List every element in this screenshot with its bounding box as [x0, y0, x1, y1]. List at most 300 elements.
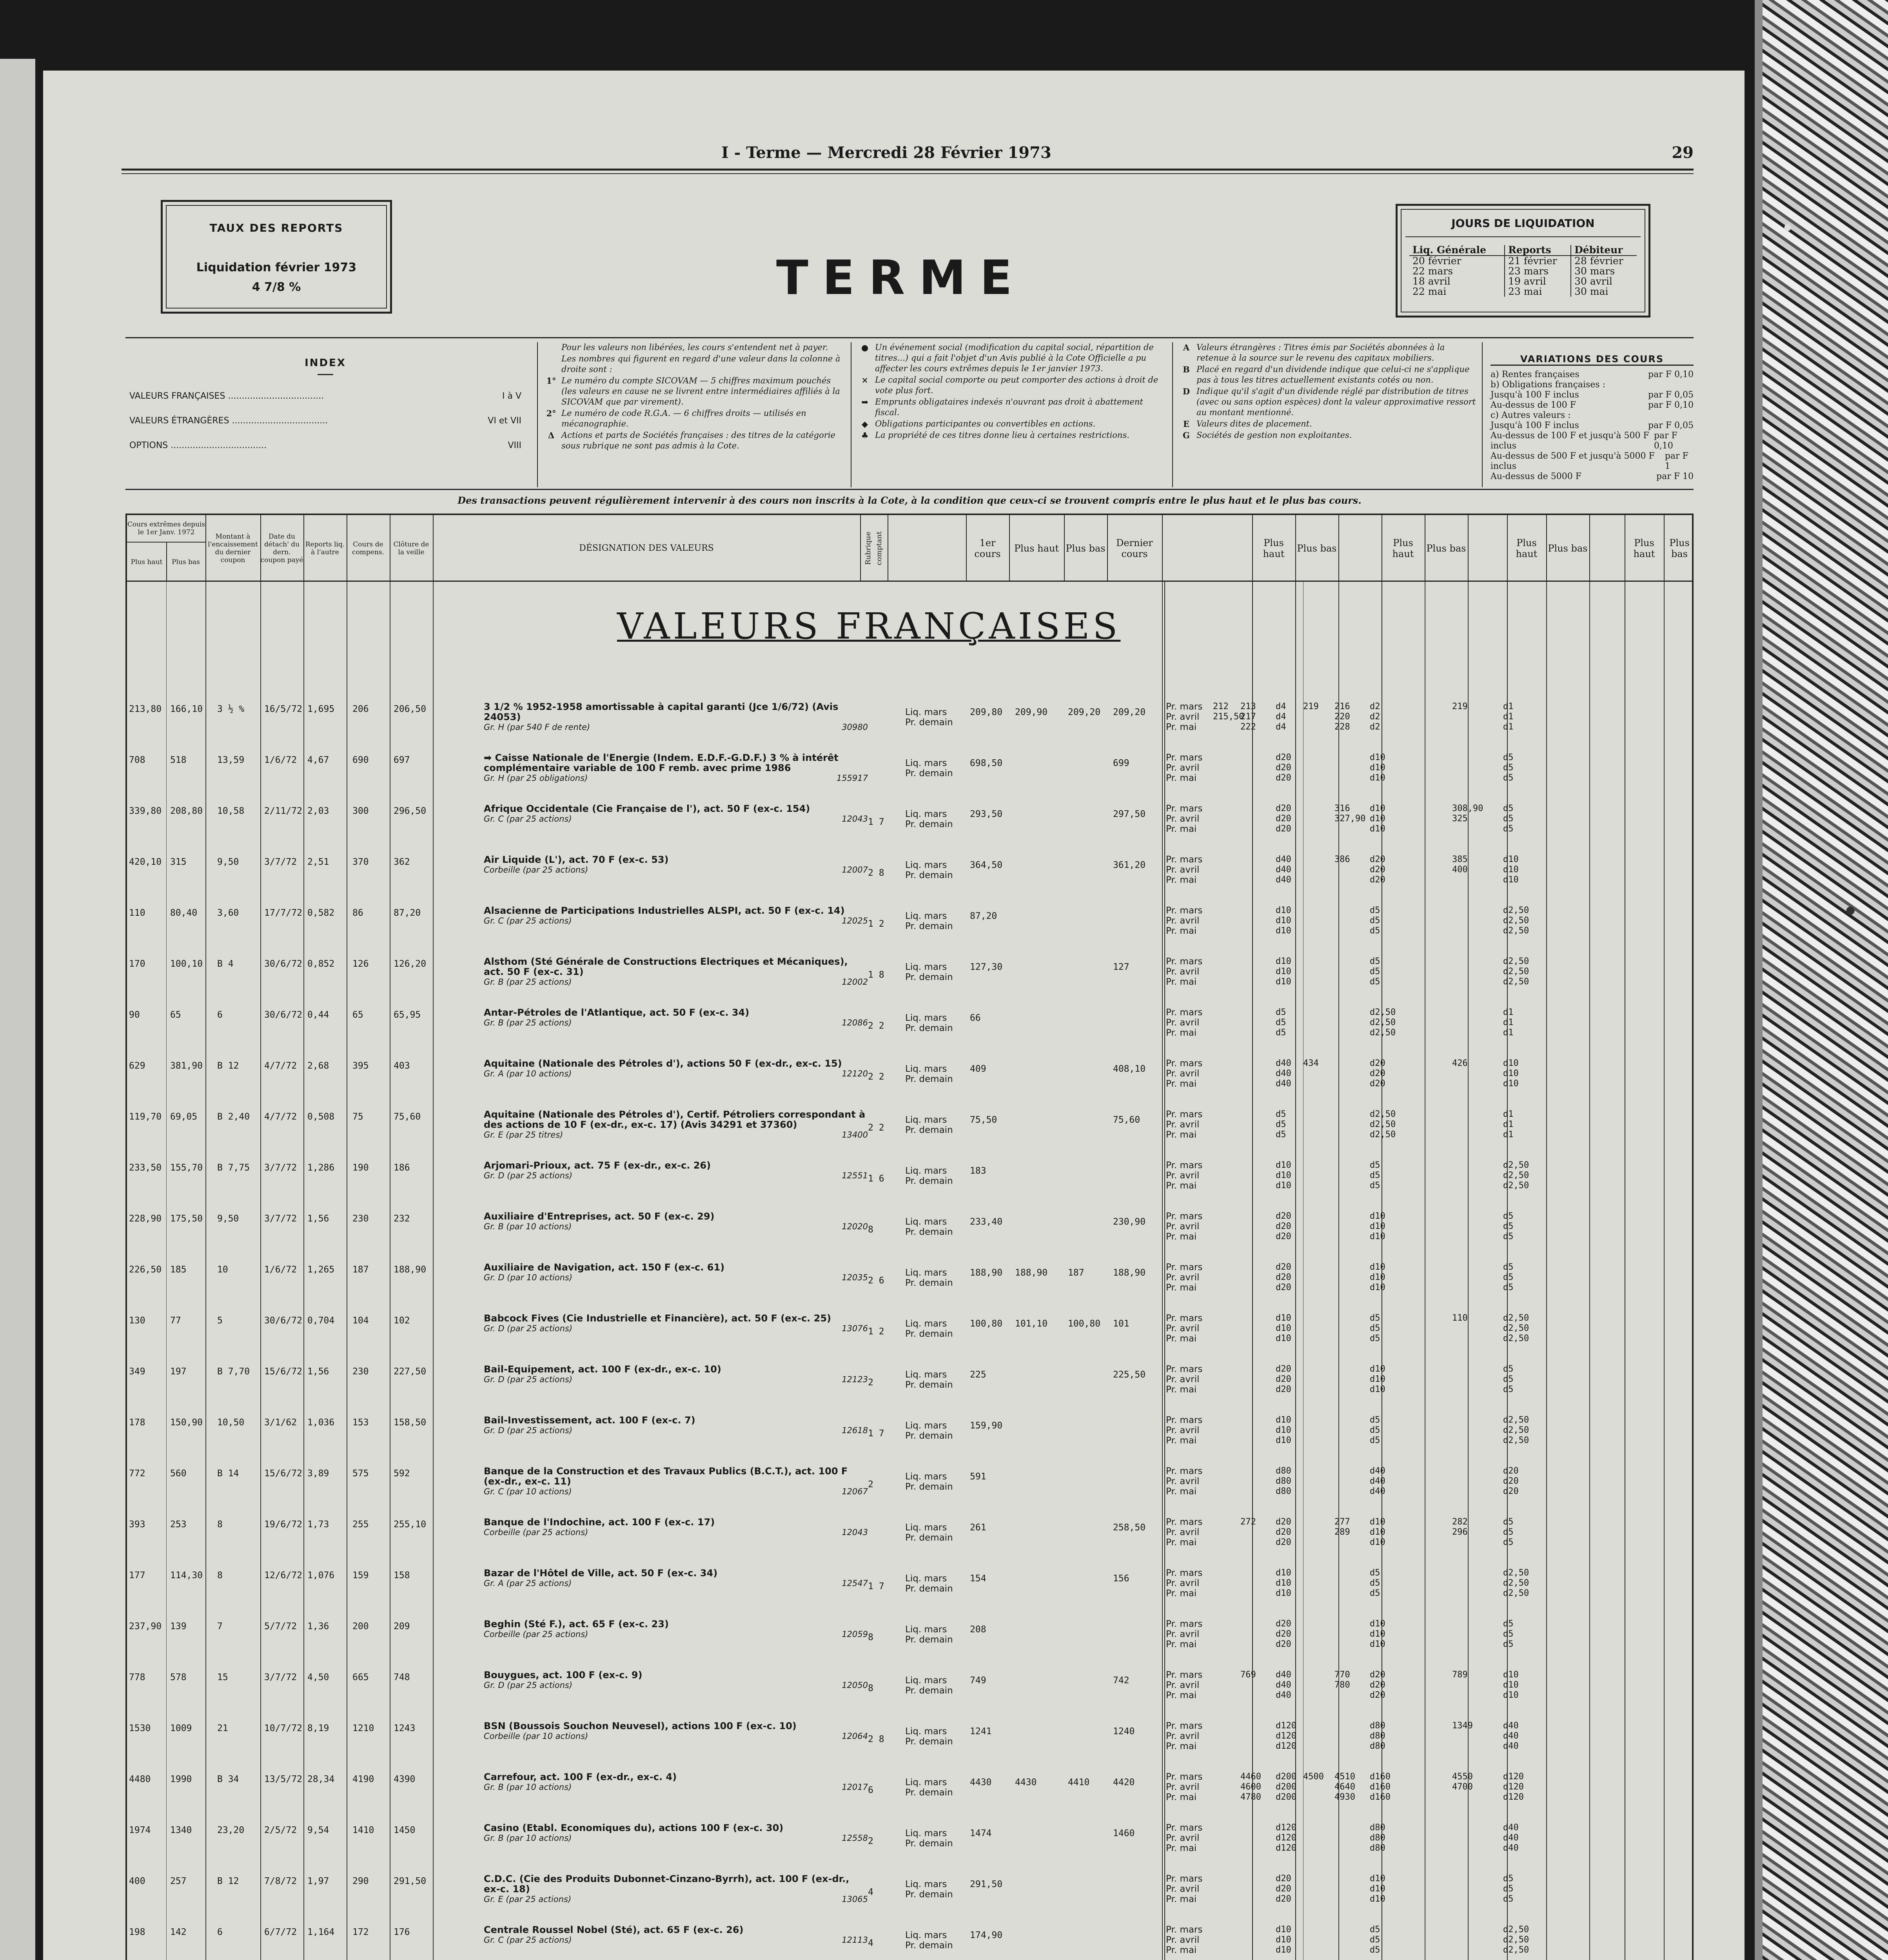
- note-text: Placé en regard d'un dividende indique que celui-ci ne s'applique pas à tous les titres actuellement existants cotés ou non.: [1196, 365, 1470, 385]
- liq-label: Liq. mars: [905, 911, 947, 921]
- security-name: BSN (Boussois Souchon Neuvesel), actions 100 F (ex-c. 10): [484, 1720, 797, 1731]
- cell-mt: B 4: [217, 959, 234, 969]
- cell-ph: 177: [129, 1570, 145, 1581]
- report-value: d80: [1370, 1741, 1385, 1751]
- report-label: Pr. avril: [1166, 712, 1200, 722]
- report-value: d80: [1276, 1476, 1291, 1486]
- note-text: Un événement social (modification du capital social, répartition de titres...) qui a fait l'objet d'un Avis publié à la Cote Officielle a pu affecter les cours extrêmes depuis le 1er janvier 1973.: [875, 343, 1154, 373]
- report-value: d40: [1276, 1680, 1291, 1690]
- report-value: d10: [1370, 1619, 1385, 1629]
- report-label: Pr. mars: [1166, 1721, 1203, 1731]
- cell-cc: 1410: [352, 1825, 374, 1835]
- report-value: d40: [1370, 1476, 1385, 1486]
- report-value: d80: [1370, 1721, 1385, 1731]
- report-values-g: [1370, 1058, 1385, 1089]
- body-column-divider: [260, 582, 261, 1960]
- cell-pb: 253: [170, 1519, 187, 1530]
- variation-value: par F 0,10: [1648, 400, 1694, 410]
- note-symbol: A: [1183, 343, 1190, 352]
- variation-value: par F 0,10: [1648, 370, 1694, 379]
- cell-mt: 15: [217, 1672, 228, 1682]
- cell-c1: 4430: [970, 1777, 992, 1788]
- cell-dt: 6/7/72: [264, 1927, 297, 1937]
- report-labels: [1166, 1211, 1202, 1242]
- report-value: d160: [1370, 1772, 1391, 1782]
- liq-label: Liq. mars: [905, 1879, 947, 1889]
- report-values-a: [1213, 702, 1244, 722]
- index-item: [129, 416, 521, 426]
- report-value: d10: [1370, 763, 1385, 773]
- report-value: d40: [1503, 1823, 1519, 1833]
- report-value: d2,50: [1370, 1007, 1396, 1017]
- table-header-cell: Plus bas: [1426, 543, 1466, 554]
- security-group: [484, 1833, 868, 1843]
- security-group: [484, 1578, 868, 1588]
- security-group-text: Corbeille (par 25 actions): [484, 865, 588, 875]
- cell-ph: 708: [129, 755, 145, 765]
- security-group-text: Gr. H (par 25 obligations): [484, 773, 588, 783]
- main-title: TERME: [776, 251, 1026, 305]
- security-name: Bouygues, act. 100 F (ex-c. 9): [484, 1670, 643, 1681]
- security-name: Banque de l'Indochine, act. 100 F (ex-c. 17): [484, 1517, 715, 1528]
- security-group-text: Gr. D (par 25 actions): [484, 1171, 573, 1180]
- cell-dt: 16/5/72: [264, 704, 302, 714]
- security-group: [484, 977, 868, 987]
- index-item-label: VALEURS FRANÇAISES ...................................: [129, 391, 324, 401]
- report-value: d2,50: [1503, 1425, 1529, 1435]
- report-labels: [1166, 702, 1202, 732]
- column-divider: [966, 515, 967, 582]
- report-values-d: [1276, 1772, 1296, 1802]
- note-line: [859, 342, 1168, 374]
- note-line: [1181, 419, 1478, 429]
- table-header-cell: [1338, 515, 1382, 582]
- liq-label: Pr. demain: [905, 1329, 953, 1339]
- cell-rep: 1,695: [307, 704, 335, 714]
- variation-value: par F 10: [1656, 472, 1694, 481]
- security-name: Arjomari-Prioux, act. 75 F (ex-dr., ex-c. 26): [484, 1160, 711, 1171]
- cell-cl: 87,20: [394, 908, 421, 918]
- cell-cl: 592: [394, 1468, 410, 1479]
- liquidation-labels: [905, 1013, 953, 1033]
- security-group: [484, 1130, 868, 1140]
- cell-c1: 66: [970, 1013, 981, 1023]
- report-value: d5: [1370, 906, 1380, 915]
- report-label: Pr. avril: [1166, 1731, 1200, 1741]
- cell-ph: 4480: [129, 1774, 151, 1784]
- report-values-g: [1370, 1772, 1391, 1802]
- report-labels: [1166, 1364, 1202, 1395]
- jours-row: [1409, 256, 1637, 266]
- cell-c1: 127,30: [970, 962, 1003, 972]
- notes-col-2: [851, 342, 1168, 487]
- table-header-cell: Plus haut: [1516, 537, 1538, 559]
- security-group: [484, 1171, 868, 1181]
- cell-pb: 381,90: [170, 1061, 203, 1071]
- cell-cc: 187: [352, 1265, 369, 1275]
- note-symbol: E: [1183, 419, 1189, 429]
- report-values-d: [1276, 1619, 1291, 1650]
- report-value: d2,50: [1503, 1945, 1529, 1955]
- report-values-d: [1276, 906, 1291, 936]
- note-symbol: D: [1182, 387, 1190, 396]
- cell-rubrique: 4: [868, 1938, 873, 1948]
- cell-rep: 0,44: [307, 1010, 329, 1020]
- report-value: d10: [1276, 1160, 1291, 1170]
- table-header-cell: [1162, 515, 1252, 582]
- cell-mt: B 12: [217, 1876, 239, 1886]
- table-header-cell: Plus bas: [1548, 543, 1588, 554]
- liquidation-labels: [905, 1930, 953, 1951]
- variation-line: [1490, 472, 1694, 482]
- variation-label: Au-dessus de 100 F: [1490, 400, 1576, 410]
- security-group-text: Gr. D (par 25 actions): [484, 1375, 573, 1384]
- report-value: d2,50: [1503, 906, 1529, 915]
- note-text: Le numéro du compte SICOVAM — 5 chiffres maximum pouchés (les valeurs en cause ne se livrent entre intermédiaires affiliés à la SICOVAM que par virement).: [561, 376, 840, 407]
- cell-mt: 21: [217, 1723, 228, 1733]
- report-value: d10: [1370, 824, 1385, 834]
- report-value: d2,50: [1503, 1313, 1529, 1323]
- cell-rubrique: 2: [868, 1377, 873, 1388]
- liq-label: Liq. mars: [905, 1472, 947, 1482]
- report-value: d10: [1370, 1629, 1385, 1639]
- security-code: 12558: [842, 1833, 868, 1843]
- report-value: d2,50: [1503, 926, 1529, 936]
- variation-value: par F 1: [1665, 451, 1688, 471]
- note-symbol: ×: [861, 375, 868, 385]
- security-group-text: Gr. C (par 25 actions): [484, 814, 572, 824]
- liquidation-labels: [905, 1319, 953, 1339]
- liq-label: Liq. mars: [905, 707, 947, 717]
- report-values-d: [1276, 1721, 1296, 1751]
- report-values-g: [1370, 1109, 1396, 1140]
- report-value: 385: [1452, 855, 1468, 864]
- cell-rep: 1,036: [307, 1417, 335, 1428]
- index-item-pages: VI et VII: [488, 416, 521, 426]
- report-value: d10: [1276, 1436, 1291, 1445]
- cell-ph: 237,90: [129, 1621, 162, 1632]
- cell-cc: 395: [352, 1061, 369, 1071]
- table-header-cell: Reports liq. à l'autre: [305, 541, 345, 556]
- cell-rep: 1,73: [307, 1519, 329, 1530]
- jours-cell: 30 avril: [1571, 276, 1637, 287]
- variation-label: Au-dessus de 500 F et jusqu'à 5000 F inclus: [1490, 451, 1655, 471]
- report-value: d120: [1276, 1721, 1296, 1731]
- note-line: [1181, 342, 1478, 363]
- report-value: d2,50: [1370, 1028, 1396, 1038]
- report-value: d2,50: [1503, 1935, 1529, 1945]
- index-item-label: OPTIONS ...................................: [129, 441, 267, 450]
- header-extremes: Cours extrêmes depuis le 1er Janv. 1972: [127, 515, 205, 543]
- table-row: [127, 1413, 1692, 1464]
- index-item: [129, 391, 521, 401]
- report-value: d10: [1503, 1079, 1519, 1089]
- cell-dt: 1/6/72: [264, 1265, 297, 1275]
- report-values-g: [1370, 1160, 1380, 1191]
- note-symbol: [546, 354, 557, 375]
- cell-pb: 578: [170, 1672, 187, 1682]
- body-double-divider: [1164, 582, 1165, 1960]
- designation: [484, 753, 868, 783]
- cell-lo: 209,20: [1068, 707, 1101, 717]
- table-row: [127, 1260, 1692, 1311]
- liquidation-labels: [905, 707, 953, 728]
- liq-label: Pr. demain: [905, 819, 953, 829]
- security-code: 12007: [842, 865, 868, 875]
- jours-cell: 22 mars: [1412, 265, 1453, 277]
- report-value: 4460: [1240, 1772, 1261, 1782]
- cell-dt: 30/6/72: [264, 1316, 302, 1326]
- variation-label: Jusqu'à 100 F inclus: [1490, 390, 1579, 400]
- report-label: Pr. avril: [1166, 1833, 1200, 1843]
- report-value: d80: [1276, 1486, 1291, 1496]
- report-value: d4: [1276, 712, 1286, 722]
- report-label: Pr. mars: [1166, 1262, 1203, 1272]
- liq-label: Liq. mars: [905, 1421, 947, 1431]
- cell-pb: 560: [170, 1468, 187, 1479]
- report-value: d20: [1503, 1466, 1519, 1476]
- report-value: d80: [1276, 1466, 1291, 1476]
- cell-ph: 198: [129, 1927, 145, 1937]
- cell-last: 297,50: [1113, 809, 1146, 819]
- cell-cl: 102: [394, 1316, 410, 1326]
- cell-c1: 159,90: [970, 1421, 1003, 1431]
- report-values-d: [1276, 1466, 1291, 1497]
- report-values-d: [1276, 1364, 1291, 1395]
- report-labels: [1166, 1874, 1202, 1904]
- report-value: d5: [1370, 1568, 1380, 1578]
- report-value: 770: [1334, 1670, 1350, 1680]
- liq-label: Liq. mars: [905, 962, 947, 972]
- report-value: d5: [1370, 1425, 1380, 1435]
- report-value: d20: [1370, 865, 1385, 875]
- report-label: Pr. mars: [1166, 804, 1203, 814]
- report-value: d10: [1503, 1690, 1519, 1700]
- report-label: Pr. mars: [1166, 956, 1203, 967]
- report-value: d5: [1370, 1160, 1380, 1170]
- liq-label: Pr. demain: [905, 1838, 953, 1849]
- cell-hi: 188,90: [1015, 1268, 1048, 1278]
- cell-pb: 142: [170, 1927, 187, 1937]
- security-group-text: Gr. D (par 25 actions): [484, 1681, 573, 1690]
- cell-last: 156: [1113, 1573, 1129, 1584]
- cell-ph: 778: [129, 1672, 145, 1682]
- report-value: d160: [1370, 1792, 1391, 1802]
- report-values-e: [1303, 1772, 1324, 1782]
- security-group: [484, 865, 868, 875]
- security-group-text: Gr. C (par 25 actions): [484, 916, 572, 926]
- report-value: d120: [1503, 1772, 1524, 1782]
- report-value: d200: [1276, 1782, 1296, 1792]
- cell-rep: 8,19: [307, 1723, 329, 1733]
- cell-cl: 188,90: [394, 1265, 427, 1275]
- report-value: d10: [1370, 1527, 1385, 1537]
- jours-cell: 30 mars: [1571, 266, 1637, 276]
- jours-cell: 23 mai: [1505, 287, 1571, 297]
- report-values-b: [1240, 702, 1256, 732]
- liq-label: Liq. mars: [905, 860, 947, 870]
- liq-label: Pr. demain: [905, 1482, 953, 1492]
- cell-rep: 2,68: [307, 1061, 329, 1071]
- report-value: d5: [1503, 814, 1514, 824]
- cell-pb: 175,50: [170, 1214, 203, 1224]
- cell-rubrique: 8: [868, 1632, 873, 1642]
- cell-cl: 296,50: [394, 806, 427, 816]
- cell-ph: 228,90: [129, 1214, 162, 1224]
- security-group: [484, 814, 868, 824]
- report-values-g: [1370, 1211, 1385, 1242]
- report-value: d10: [1370, 1894, 1385, 1904]
- cell-dt: 12/6/72: [264, 1570, 302, 1581]
- report-label: Pr. mai: [1166, 1385, 1197, 1395]
- report-value: d40: [1503, 1731, 1519, 1741]
- report-value: d5: [1370, 1334, 1380, 1343]
- report-label: Pr. mars: [1166, 1109, 1203, 1120]
- report-value: d40: [1503, 1833, 1519, 1843]
- cell-last: 101: [1113, 1319, 1129, 1329]
- notes-col-1: [537, 342, 847, 487]
- report-value: d5: [1370, 1925, 1380, 1935]
- liq-label: Liq. mars: [905, 1370, 947, 1380]
- liq-label: Pr. demain: [905, 1176, 953, 1186]
- cell-dt: 30/6/72: [264, 959, 302, 969]
- cell-ph: 1974: [129, 1825, 151, 1835]
- security-name: Carrefour, act. 100 F (ex-dr., ex-c. 4): [484, 1771, 677, 1782]
- report-value: d120: [1503, 1792, 1524, 1802]
- security-group-text: Gr. B (par 10 actions): [484, 1782, 572, 1792]
- table-row: [127, 852, 1692, 903]
- cell-cl: 158: [394, 1570, 410, 1581]
- cell-mt: 6: [217, 1927, 223, 1937]
- report-value: d40: [1276, 1069, 1291, 1078]
- security-name: Aquitaine (Nationale des Pétroles d'), actions 50 F (ex-dr., ex-c. 15): [484, 1058, 842, 1069]
- report-label: Pr. mai: [1166, 1639, 1197, 1650]
- table-header-cell: Clôture de la veille: [393, 541, 429, 556]
- liq-label: Liq. mars: [905, 1777, 947, 1788]
- report-value: d5: [1370, 1945, 1380, 1955]
- report-value: 769: [1240, 1670, 1256, 1680]
- report-label: Pr. mai: [1166, 1130, 1197, 1140]
- report-value: d5: [1503, 1874, 1514, 1884]
- report-value: 213: [1240, 702, 1256, 711]
- column-divider: [1507, 515, 1508, 1960]
- variation-line: [1490, 400, 1694, 410]
- security-group-text: Gr. D (par 25 actions): [484, 1426, 573, 1435]
- security-group-text: Gr. A (par 10 actions): [484, 1069, 572, 1078]
- designation: [484, 855, 868, 875]
- liq-label: Liq. mars: [905, 1930, 947, 1940]
- cell-cc: 230: [352, 1214, 369, 1224]
- table-header-cell: Plus bas: [1669, 537, 1690, 559]
- report-value: d10: [1370, 804, 1385, 813]
- report-value: d10: [1370, 1211, 1385, 1221]
- security-name: Auxiliaire d'Entreprises, act. 50 F (ex-c. 29): [484, 1211, 715, 1222]
- report-labels: [1166, 1313, 1202, 1344]
- report-value: d1: [1503, 722, 1514, 732]
- report-value: 215,50: [1213, 712, 1244, 722]
- report-values-g: [1370, 1721, 1385, 1751]
- report-value: d5: [1503, 1262, 1514, 1272]
- designation: [484, 1211, 868, 1232]
- jours-header-cell: Liq. Générale: [1409, 245, 1505, 256]
- report-value: d5: [1370, 1171, 1380, 1180]
- report-value: d5: [1370, 977, 1380, 987]
- security-code: 12067: [842, 1487, 868, 1496]
- cell-last: 742: [1113, 1675, 1129, 1686]
- report-values-i: [1503, 702, 1514, 732]
- report-value: d200: [1276, 1772, 1296, 1782]
- cell-cl: 1450: [394, 1825, 416, 1835]
- report-values-d: [1276, 1874, 1291, 1904]
- table-header-cell: [860, 515, 888, 582]
- cell-c1: 154: [970, 1573, 986, 1584]
- liq-label: Pr. demain: [905, 1635, 953, 1645]
- report-value: d20: [1276, 1874, 1291, 1884]
- report-value: d5: [1503, 1272, 1514, 1282]
- cell-ph: 629: [129, 1061, 145, 1071]
- report-value: d2,50: [1503, 1415, 1529, 1425]
- report-labels: [1166, 1466, 1202, 1497]
- report-value: d2,50: [1503, 956, 1529, 966]
- report-label: Pr. mars: [1166, 1415, 1203, 1425]
- cell-c1: 591: [970, 1472, 986, 1482]
- cell-pb: 114,30: [170, 1570, 203, 1581]
- report-value: d5: [1370, 1313, 1380, 1323]
- table-header-cell: Plus haut: [1263, 537, 1285, 559]
- security-group: [484, 1629, 868, 1639]
- report-value: d20: [1276, 1537, 1291, 1547]
- liquidation-labels: [905, 962, 953, 982]
- security-code: 13065: [842, 1895, 868, 1904]
- variations-block: [1482, 342, 1694, 487]
- report-value: d40: [1276, 1670, 1291, 1680]
- cell-c1: 261: [970, 1523, 986, 1533]
- liq-label: Pr. demain: [905, 972, 953, 982]
- cell-ph: 772: [129, 1468, 145, 1479]
- cell-mt: 3 ½ %: [217, 704, 245, 714]
- cell-rubrique: 1 7: [868, 817, 884, 827]
- cell-rubrique: 6: [868, 1785, 873, 1795]
- report-value: d20: [1276, 763, 1291, 773]
- report-values-h: [1452, 1313, 1468, 1323]
- index-item: [129, 440, 521, 451]
- report-value: d5: [1503, 1385, 1514, 1394]
- report-value: d20: [1276, 1221, 1291, 1231]
- report-label: Pr. mars: [1166, 1007, 1203, 1018]
- report-values-i: [1503, 1058, 1519, 1089]
- jours-title: JOURS DE LIQUIDATION: [1451, 217, 1595, 230]
- security-group: [484, 1221, 868, 1232]
- security-group-text: Gr. B (par 25 actions): [484, 1018, 572, 1027]
- report-values-g: [1370, 804, 1385, 834]
- report-labels: [1166, 1262, 1202, 1293]
- report-label: Pr. avril: [1166, 1374, 1200, 1385]
- report-value: 780: [1334, 1680, 1350, 1690]
- report-value: d40: [1503, 1721, 1519, 1731]
- designation: [484, 1058, 868, 1079]
- report-value: d1: [1503, 702, 1514, 711]
- cell-cc: 75: [352, 1112, 363, 1122]
- note-text: Obligations participantes ou convertibles en actions.: [875, 419, 1096, 428]
- cell-dt: 30/6/72: [264, 1010, 302, 1020]
- report-value: d40: [1503, 1843, 1519, 1853]
- report-value: d4: [1276, 722, 1286, 732]
- cell-dt: 5/7/72: [264, 1621, 297, 1632]
- report-values-g: [1370, 1925, 1380, 1955]
- report-label: Pr. mai: [1166, 1181, 1197, 1191]
- security-code: 13400: [842, 1130, 868, 1140]
- note-text: Indique qu'il s'agit d'un dividende réglé par distribution de titres (avec ou sans option espèces) dont la valeur approximative ressort au montant mentionné.: [1196, 387, 1476, 417]
